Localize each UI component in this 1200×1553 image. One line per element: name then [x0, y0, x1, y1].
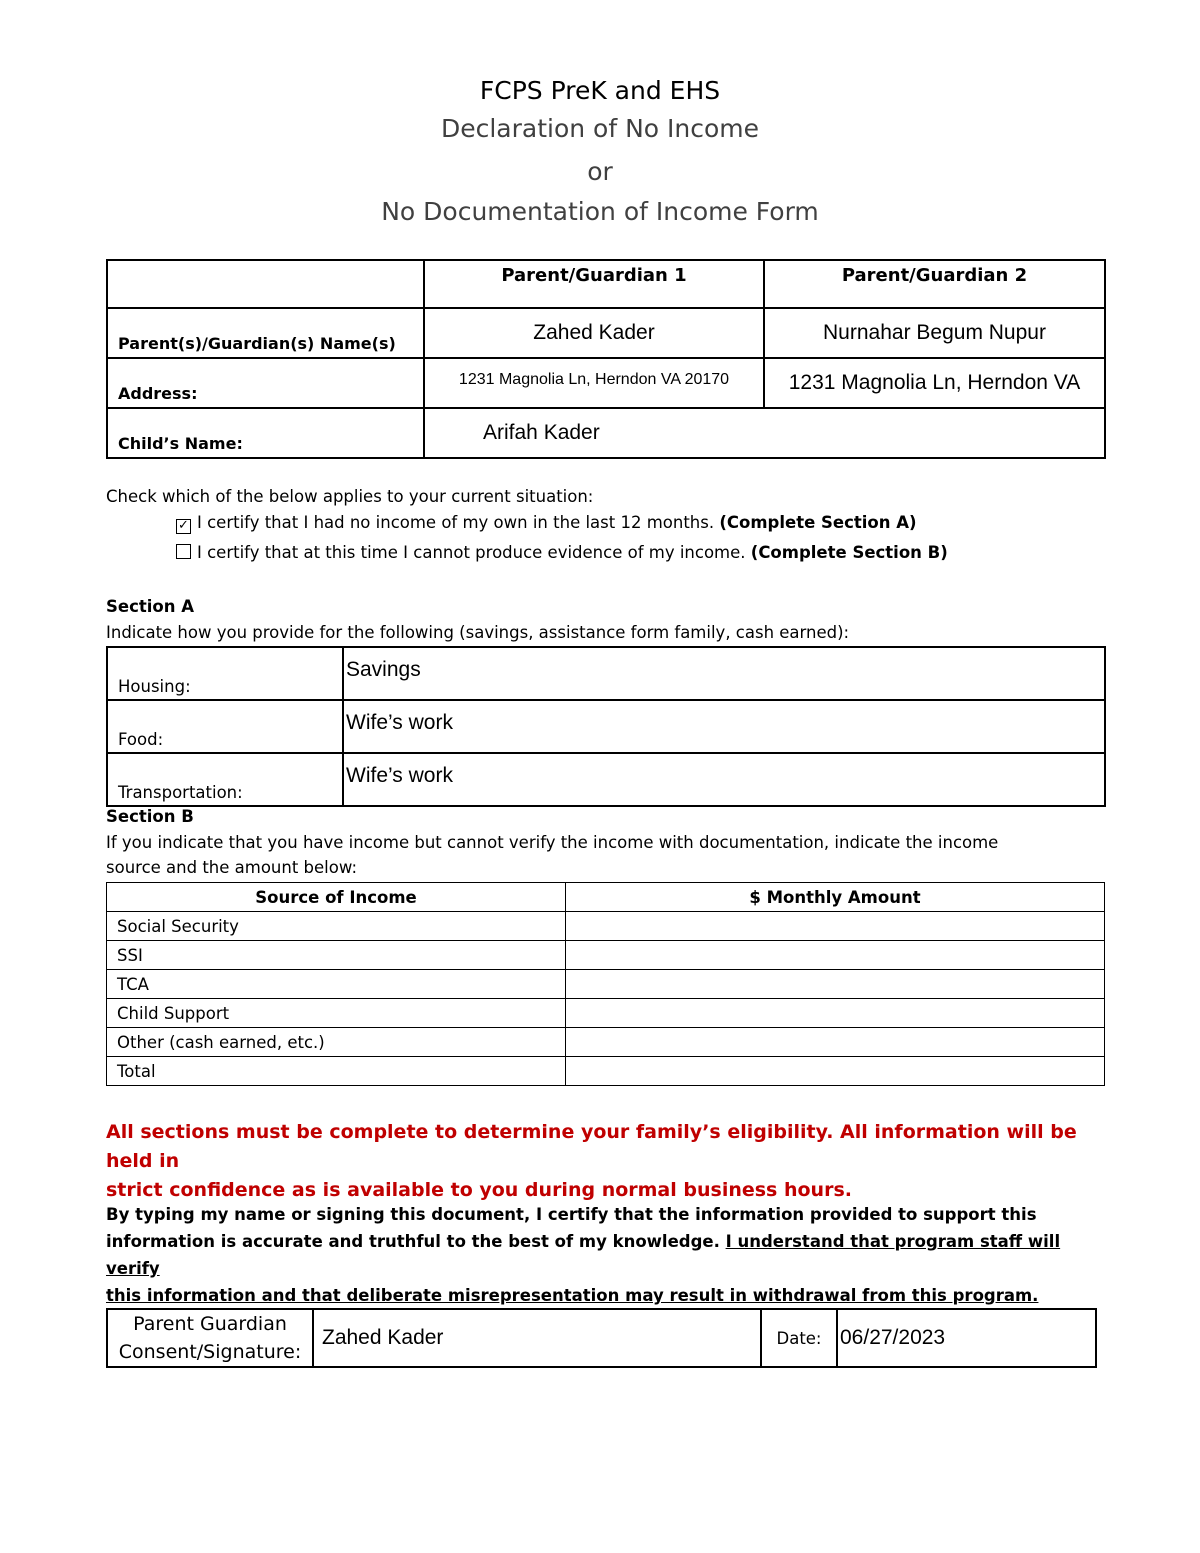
date-label: Date: — [761, 1309, 837, 1367]
section-a-heading: Section A — [106, 597, 194, 616]
form-subtitle-2: No Documentation of Income Form — [381, 197, 819, 226]
guardian1-header: Parent/Guardian 1 — [424, 260, 764, 308]
source-cell: Other (cash earned, etc.) — [107, 1028, 566, 1057]
checkbox-unchecked-icon[interactable] — [176, 544, 191, 559]
amount-header: $ Monthly Amount — [566, 883, 1105, 912]
table-row — [107, 1028, 1105, 1057]
option1-text: I certify that I had no income of my own in the last 12 months. — [197, 513, 715, 532]
checkbox-checked-icon[interactable]: ✓ — [176, 519, 191, 534]
table-row — [107, 700, 1105, 753]
cert-line-2-underlined: I understand that program staff will verify — [106, 1232, 1061, 1278]
table-row — [107, 753, 1105, 806]
child-name-field[interactable]: Arifah Kader — [424, 408, 1105, 458]
form-subtitle: Declaration of No Income — [440, 114, 760, 143]
guardian2-name-field[interactable]: Nurnahar Begum Nupur — [764, 308, 1105, 358]
child-name-label: Child’s Name: — [107, 408, 424, 458]
section-b-instruction-2: source and the amount below: — [106, 858, 358, 877]
guardian2-address-field[interactable]: 1231 Magnolia Ln, Herndon VA — [764, 358, 1105, 408]
option2-text: I certify that at this time I cannot produce evidence of my income. — [197, 543, 746, 562]
table-row — [107, 1057, 1105, 1086]
amount-field[interactable] — [566, 941, 1105, 970]
cert-line-3 — [106, 1282, 1106, 1309]
housing-field[interactable]: Savings — [343, 647, 1105, 700]
option-no-income — [176, 513, 917, 534]
source-cell: Total — [107, 1057, 566, 1086]
housing-label: Housing: — [107, 647, 343, 700]
source-cell: Social Security — [107, 912, 566, 941]
option2-note: (Complete Section B) — [750, 543, 948, 562]
address-label: Address: — [107, 358, 424, 408]
food-label: Food: — [107, 700, 343, 753]
names-label: Parent(s)/Guardian(s) Name(s) — [107, 308, 424, 358]
notice-line-1: All sections must be complete to determine your family’s eligibility. All information will be held in — [106, 1121, 1077, 1172]
form-subtitle-or: or — [587, 157, 613, 186]
certification-statement — [106, 1201, 1106, 1309]
table-row — [107, 912, 1105, 941]
form-title: FCPS PreK and EHS — [479, 76, 721, 105]
amount-field[interactable] — [566, 970, 1105, 999]
section-b-instruction-1: If you indicate that you have income but cannot verify the income with documentation, indicate the income — [106, 833, 999, 852]
table-row — [107, 647, 1105, 700]
notice-line-2: strict confidence as is available to you during normal business hours. — [106, 1179, 852, 1201]
source-cell: TCA — [107, 970, 566, 999]
option1-note: (Complete Section A) — [719, 513, 917, 532]
cert-line-2-plain: information is accurate and truthful to the best of my knowledge. — [106, 1232, 726, 1251]
guardian1-address-field[interactable]: 1231 Magnolia Ln, Herndon VA 20170 — [424, 358, 764, 408]
cert-line-2 — [106, 1228, 1106, 1282]
signature-field[interactable]: Zahed Kader — [313, 1309, 761, 1367]
table-row — [107, 941, 1105, 970]
amount-field[interactable] — [566, 999, 1105, 1028]
source-cell: Child Support — [107, 999, 566, 1028]
guardian2-header: Parent/Guardian 2 — [764, 260, 1105, 308]
signature-label-1: Parent Guardian — [133, 1313, 287, 1335]
table-row — [107, 970, 1105, 999]
amount-field[interactable] — [566, 912, 1105, 941]
situation-prompt: Check which of the below applies to your current situation: — [106, 487, 594, 506]
guardian-info-table — [106, 259, 1106, 459]
cert-line-1: By typing my name or signing this document, I certify that the information provided to support this — [106, 1205, 1037, 1224]
eligibility-notice — [106, 1118, 1106, 1205]
signature-label — [107, 1309, 313, 1367]
signature-label-2: Consent/Signature: — [118, 1341, 302, 1363]
section-b-table — [106, 882, 1105, 1086]
food-field[interactable]: Wife’s work — [343, 700, 1105, 753]
option-no-documentation — [176, 543, 948, 562]
date-field[interactable]: 06/27/2023 — [837, 1309, 1096, 1367]
amount-field[interactable] — [566, 1057, 1105, 1086]
cert-line-3-underlined: this information and that deliberate misrepresentation may result in withdrawal from this program. — [106, 1286, 1039, 1305]
section-b-heading: Section B — [106, 807, 194, 826]
source-cell: SSI — [107, 941, 566, 970]
guardian1-name-field[interactable]: Zahed Kader — [424, 308, 764, 358]
amount-field[interactable] — [566, 1028, 1105, 1057]
section-a-instruction: Indicate how you provide for the following (savings, assistance form family, cash earned): — [106, 623, 850, 642]
transportation-field[interactable]: Wife’s work — [343, 753, 1105, 806]
blank-header-cell — [107, 260, 424, 308]
signature-table — [106, 1308, 1097, 1368]
source-header: Source of Income — [107, 883, 566, 912]
section-a-table — [106, 646, 1106, 807]
table-row — [107, 999, 1105, 1028]
transportation-label: Transportation: — [107, 753, 343, 806]
